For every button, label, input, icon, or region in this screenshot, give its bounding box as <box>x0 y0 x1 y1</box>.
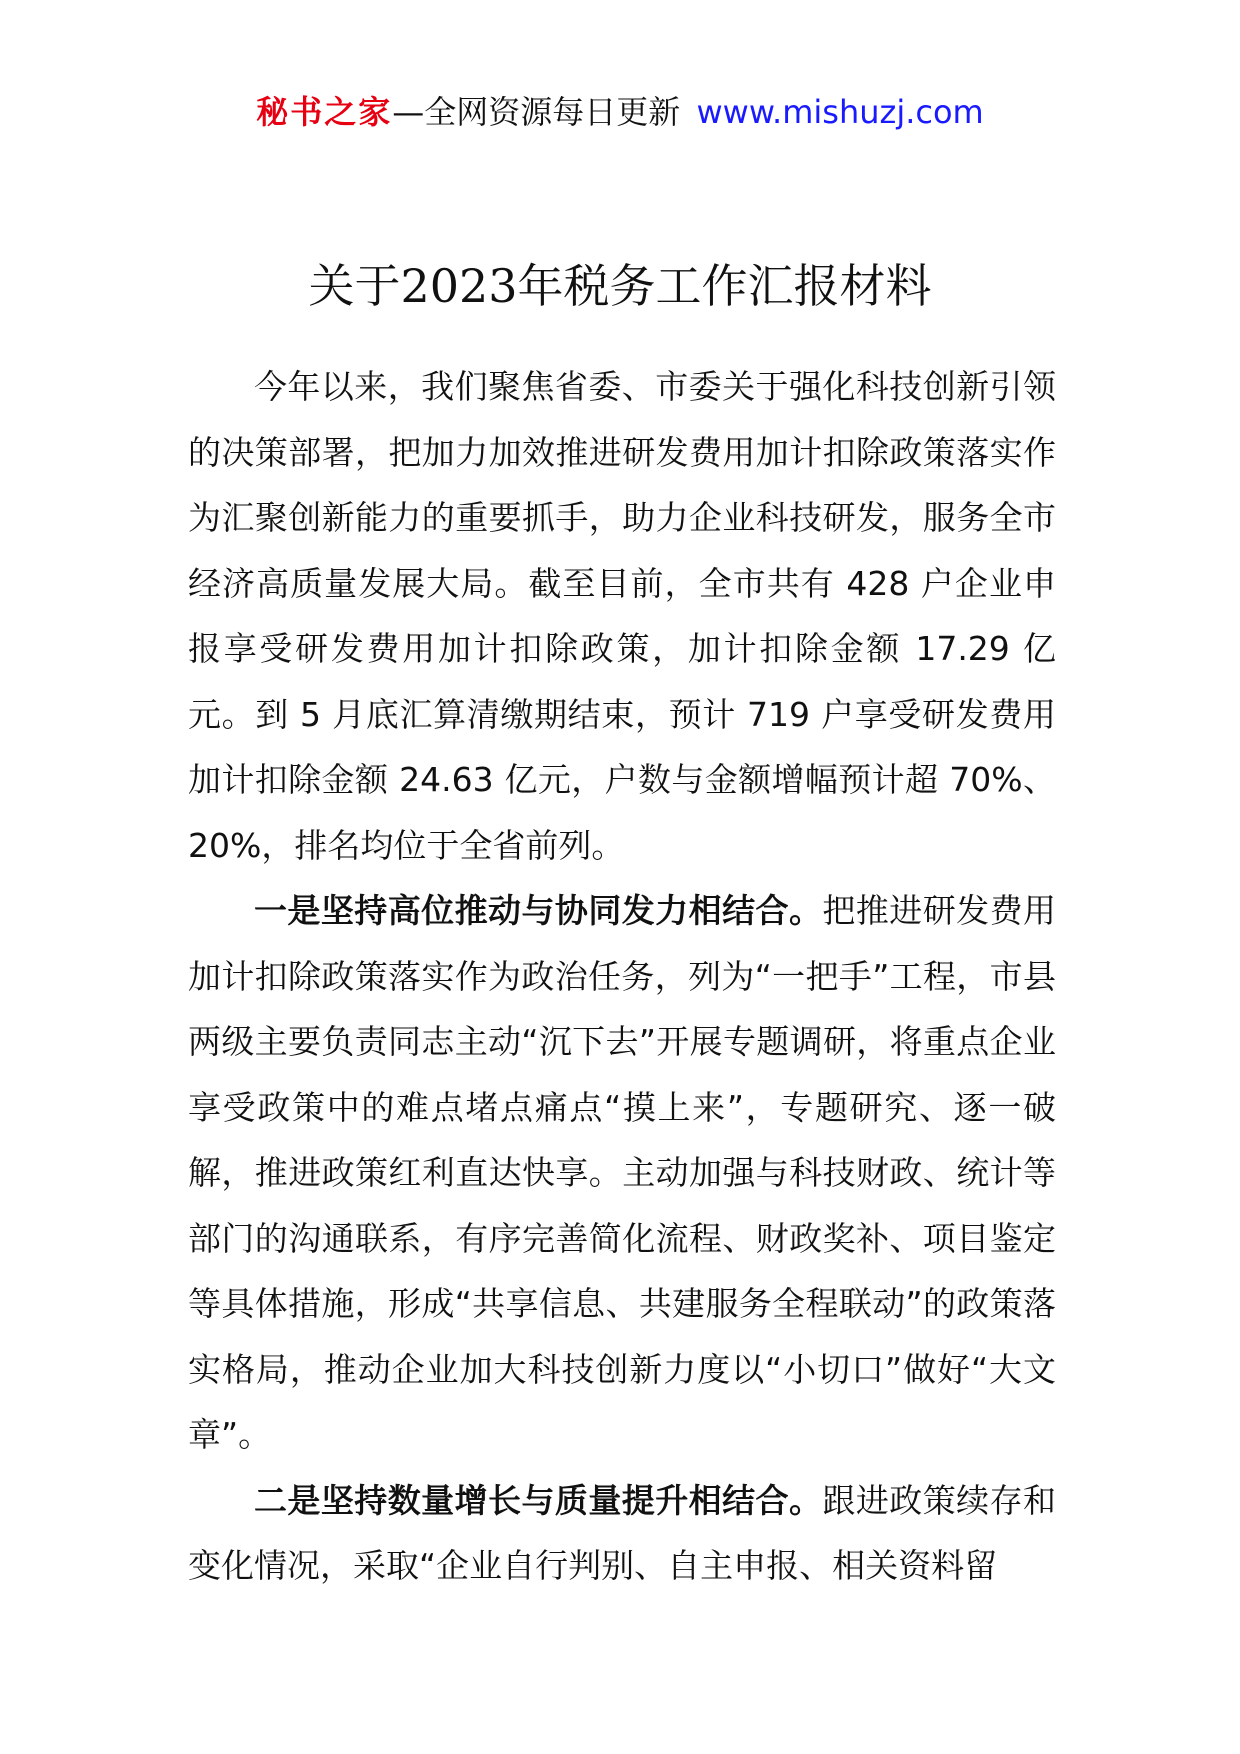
header-separator: — <box>392 93 425 131</box>
paragraph-point-1 <box>188 878 1056 1468</box>
paragraph-text: 把推进研发费用加计扣除政策落实作为政治任务，列为“一把手”工程，市县两级主要负责同志主动“沉下去”开展专题调研，将重点企业享受政策中的难点堵点痛点“摸上来”，专题研究、逐一破解，推进政策红利直达快享。主动加强与科技财政、统计等部门的沟通联系，有序完善简化流程、财政奖补、项目鉴定等具体措施，形成“共享信息、共建服务全程联动”的政策落实格局，推动企业加大科技创新力度以“小切口”做好“大文章”。 <box>188 891 1057 1454</box>
brand-name: 秘书之家 <box>256 93 393 131</box>
title-year: 2023 <box>400 259 518 313</box>
paragraph-lead: 一是坚持高位推动与协同发力相结合。 <box>254 891 823 930</box>
paragraph-text: 跟进政策续存和变化情况，采取“企业自行判别、自主申报、相关资料留 <box>188 1480 1057 1585</box>
document-body <box>188 354 1056 1599</box>
paragraph-text: 今年以来，我们聚焦省委、市委关于强化科技创新引领的决策部署，把加力加效推进研发费用加计扣除政策落实作为汇聚创新能力的重要抓手，助力企业科技研发，服务全市经济高质量发展大局。截至目前，全市共有 428 户企业申报享受研发费用加计扣除政策，加计扣除金额 17.29 亿元。到 5 月底汇算清缴期结束，预计 719 户享受研发费用加计扣除金额 24.63 亿元，户数与金额增幅预计超 70%、20%，排名均位于全省前列。 <box>188 367 1056 865</box>
header-tagline: 全网资源每日更新 <box>424 93 681 131</box>
title-suffix: 年税务工作汇报材料 <box>517 259 932 313</box>
paragraph-lead: 二是坚持数量增长与质量提升相结合。 <box>254 1480 823 1520</box>
site-url-link[interactable]: www.mishuzj.com <box>696 93 984 131</box>
site-header <box>0 92 1240 132</box>
title-prefix: 关于 <box>308 259 401 313</box>
paragraph-intro <box>188 354 1056 878</box>
document-title <box>0 258 1240 314</box>
paragraph-point-2 <box>188 1468 1056 1599</box>
